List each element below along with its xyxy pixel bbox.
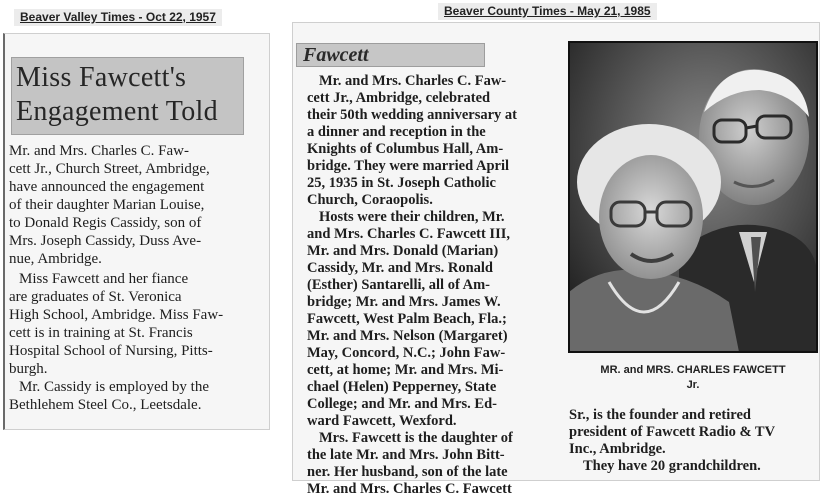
article-line: and Mrs. Charles C. Fawcett III, [307,226,510,242]
engagement-clipping [3,33,270,430]
article-line: ner. Her husband, son of the late [307,464,508,480]
article-line: have announced the engagement [9,179,205,195]
article-line: Mr. Cassidy is employed by the [19,379,209,395]
article-line: cett Jr., Church Street, Ambridge, [9,161,210,177]
article-line: Bethlehem Steel Co., Leetsdale. [9,397,202,413]
article-line: ward Fawcett, Wexford. [307,413,457,429]
article-line: Hosts were their children, Mr. [319,209,505,225]
caption-line: MR. and MRS. CHARLES FAWCETT [600,364,786,376]
article-line: Church, Coraopolis. [307,192,433,208]
article-line: the late Mr. and Mrs. John Bitt- [307,447,505,463]
article-line: to Donald Regis Cassidy, son of [9,215,202,231]
article-line: Mrs. Fawcett is the daughter of [319,430,513,446]
article-line: of their daughter Marian Louise, [9,197,205,213]
article-line: Fawcett, West Palm Beach, Fla.; [307,311,507,327]
article-line: Hospital School of Nursing, Pitts- [9,343,213,359]
article-line: a dinner and reception in the [307,124,486,140]
source-label-left: Beaver Valley Times - Oct 22, 1957 [14,9,222,26]
article-line: Miss Fawcett and her fiance [19,271,189,287]
article-line: Cassidy, Mr. and Mrs. Ronald [307,260,493,276]
article-line: Mr. and Mrs. Donald (Marian) [307,243,499,259]
headline-line: Miss Fawcett's [16,62,187,93]
article-line: May, Concord, N.C.; John Faw- [307,345,506,361]
article-line: (Esther) Santarelli, all of Am- [307,277,490,293]
article-line: burgh. [9,361,48,377]
article-line: Knights of Columbus Hall, Am- [307,141,504,157]
article-line: chael (Helen) Pepperney, State [307,379,497,395]
article-line: are graduates of St. Veronica [9,289,182,305]
article-line: College; and Mr. and Mrs. Ed- [307,396,497,412]
article-line: Mr. and Mrs. Nelson (Margaret) [307,328,508,344]
article-line: Inc., Ambridge. [569,441,666,457]
article-line: 25, 1935 in St. Joseph Catholic [307,175,496,191]
headline-box [11,57,244,135]
article-line: Mr. and Mrs. Charles C. Faw- [319,73,507,89]
article-line: Mr. and Mrs. Charles C. Fawcett [307,481,512,497]
headline-line: Engagement Told [16,96,218,127]
article-line: nue, Ambridge. [9,251,102,267]
article-line: High School, Ambridge. Miss Faw- [9,307,224,323]
article-line: president of Fawcett Radio & TV [569,424,776,440]
article-line: They have 20 grandchildren. [583,458,761,474]
article-line: cett is in training at St. Francis [9,325,193,341]
article-line: cett Jr., Ambridge, celebrated [307,90,491,106]
caption-line: Jr. [686,379,700,391]
article-line: Mrs. Joseph Cassidy, Duss Ave- [9,233,202,249]
article-line: their 50th wedding anniversary at [307,107,517,123]
article-line: cett, at home; Mr. and Mrs. Mi- [307,362,504,378]
article-title: Fawcett [303,44,369,66]
title-box [296,43,485,67]
source-label-right: Beaver County Times - May 21, 1985 [438,3,657,20]
article-line: bridge; Mr. and Mrs. James W. [307,294,501,310]
anniversary-clipping [292,22,820,497]
article-line: Sr., is the founder and retired [569,407,751,423]
couple-photo [569,42,817,352]
article-line: bridge. They were married April [307,158,510,174]
article-line: Mr. and Mrs. Charles C. Faw- [9,143,189,159]
photo-caption [569,363,817,393]
